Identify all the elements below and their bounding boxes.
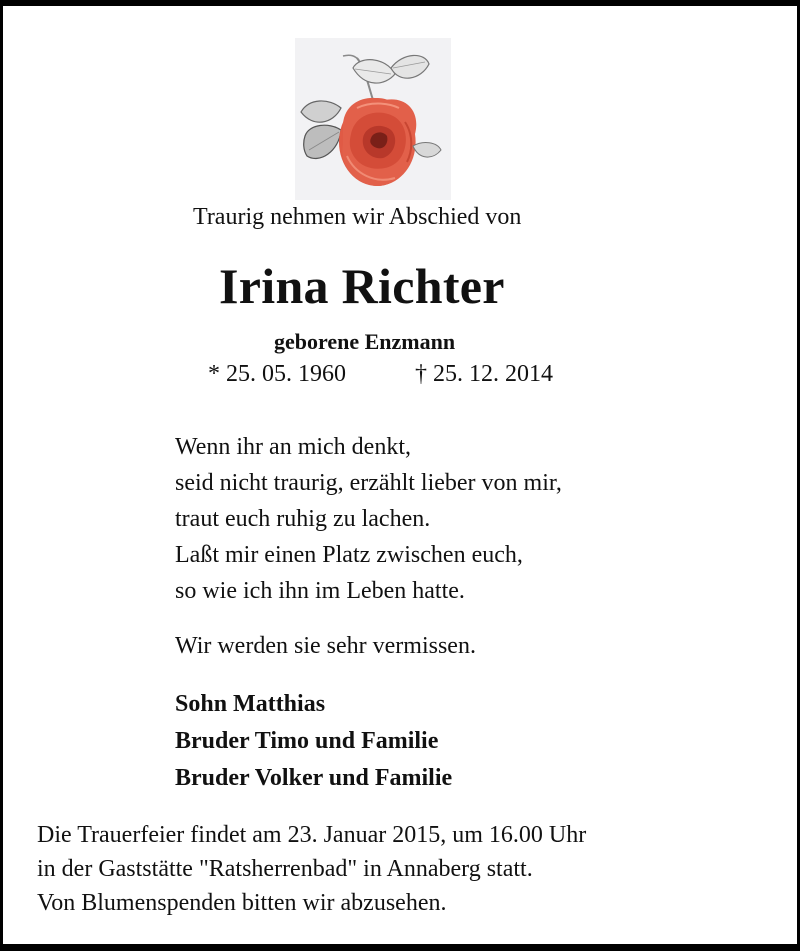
family-list (175, 686, 452, 797)
family-member: Bruder Volker und Familie (175, 765, 453, 791)
birth-date: * 25. 05. 1960 (208, 361, 346, 387)
missing-line: Wir werden sie sehr vermissen. (175, 633, 476, 659)
poem-line: traut euch ruhig zu lachen. (175, 506, 431, 532)
deceased-name: Irina Richter (219, 258, 505, 314)
red-rose-icon (295, 38, 451, 200)
poem-line: so wie ich ihn im Leben hatte. (175, 578, 465, 604)
service-line: in der Gaststätte "Ratsherrenbad" in Annaberg statt. (37, 856, 533, 882)
poem-line: Laßt mir einen Platz zwischen euch, (175, 542, 523, 568)
rose-image (295, 38, 451, 200)
family-member: Sohn Matthias (175, 691, 326, 717)
maiden-name: geborene Enzmann (274, 329, 456, 354)
poem-line: Wenn ihr an mich denkt, (175, 434, 412, 460)
family-member: Bruder Timo und Familie (175, 728, 439, 754)
intro-text: Traurig nehmen wir Abschied von (193, 204, 522, 230)
poem (175, 429, 562, 609)
service-line: Die Trauerfeier findet am 23. Januar 2015, um 16.00 Uhr (37, 822, 587, 848)
service-line: Von Blumenspenden bitten wir abzusehen. (37, 890, 447, 916)
poem-line: seid nicht traurig, erzählt lieber von mir, (175, 470, 562, 496)
life-dates (208, 361, 608, 391)
death-date: † 25. 12. 2014 (415, 361, 553, 387)
service-info (37, 818, 586, 920)
